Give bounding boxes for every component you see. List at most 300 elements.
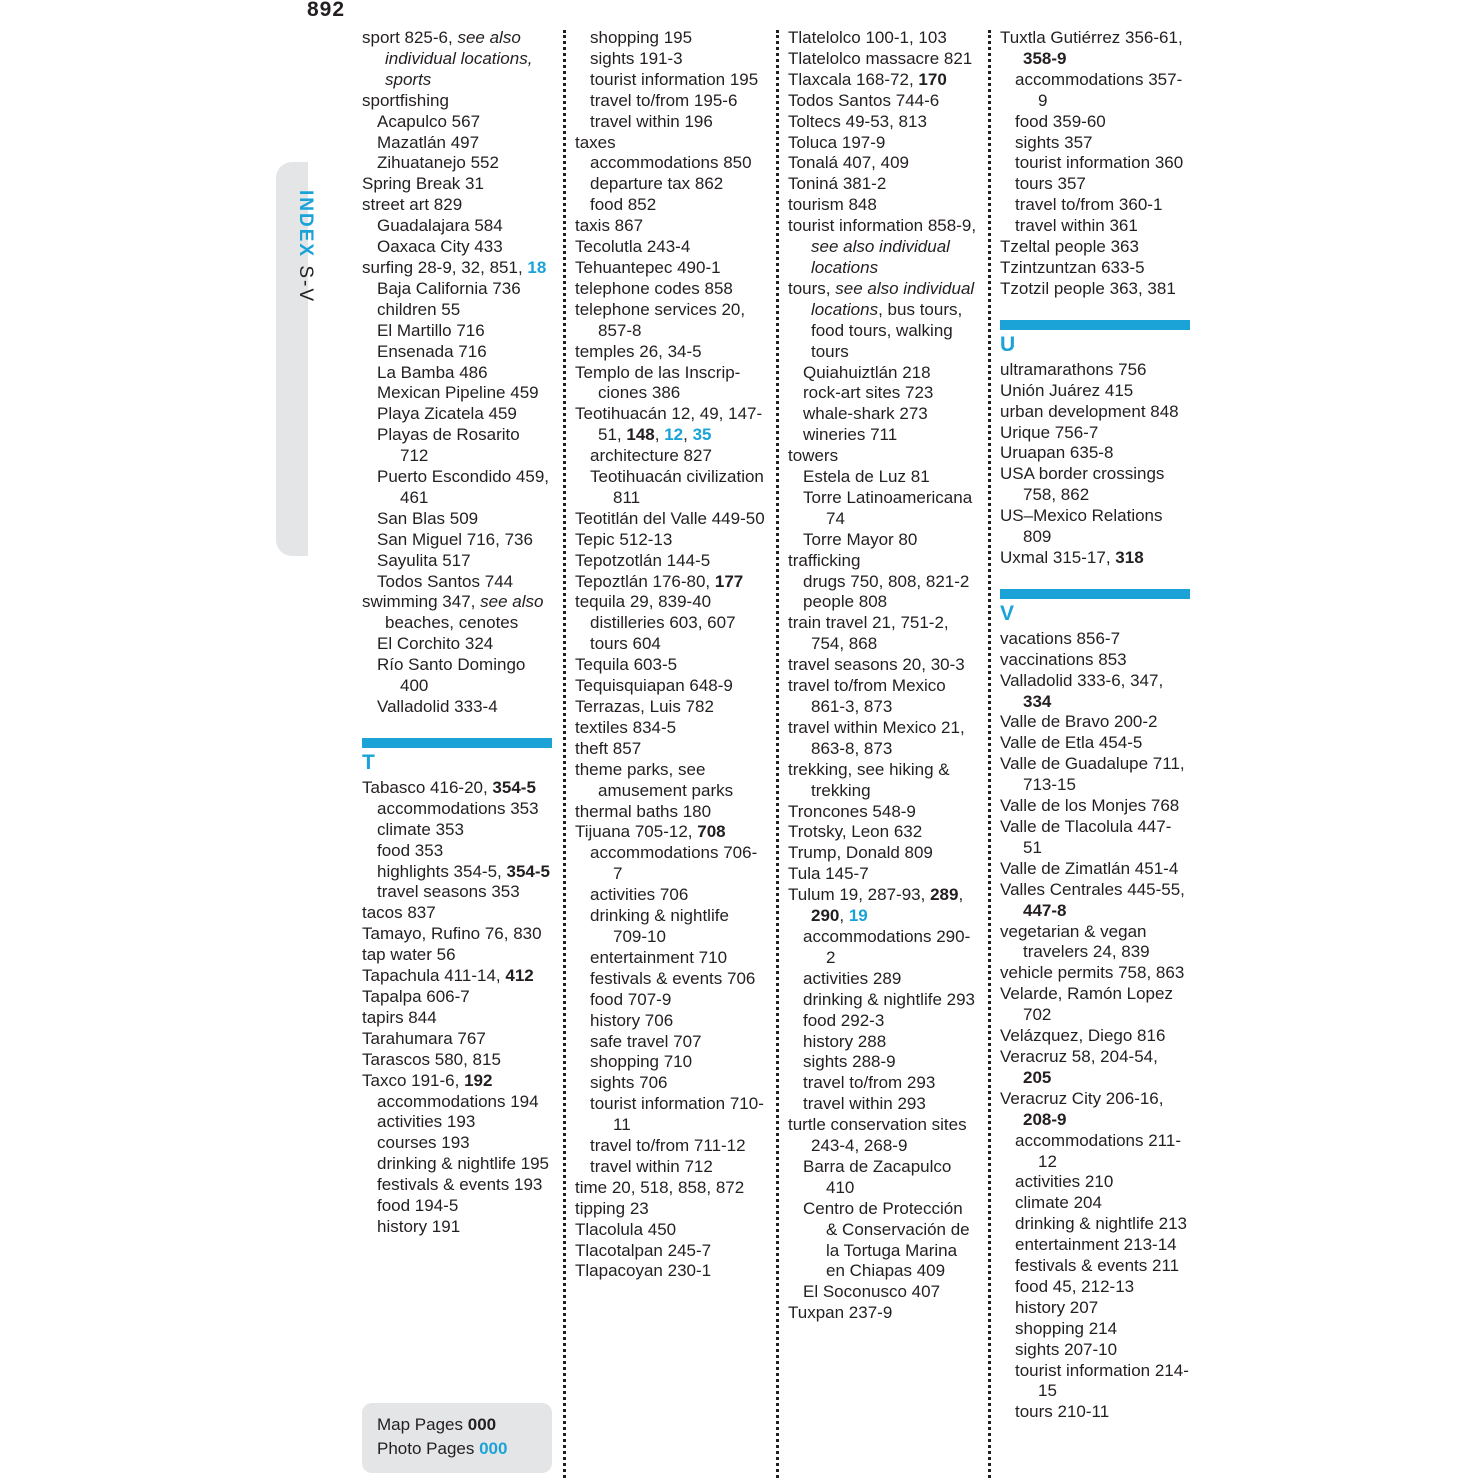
entry-text: trekking, see hiking & trekking bbox=[788, 759, 950, 800]
index-subentry bbox=[575, 28, 765, 49]
entry-text: tourist information 710-11 bbox=[590, 1094, 764, 1135]
index-subentry bbox=[362, 1112, 552, 1133]
index-subentry bbox=[575, 467, 765, 509]
entry-text: Río Santo Domingo 400 bbox=[377, 655, 526, 696]
entry-text: Valle de Etla 454-5 bbox=[1000, 733, 1143, 753]
index-subentry bbox=[788, 1073, 978, 1094]
photo-page-ref: 12 bbox=[664, 425, 684, 445]
photo-pages-legend bbox=[377, 1437, 552, 1461]
map-page-ref: 290 bbox=[811, 906, 840, 926]
index-entry bbox=[575, 1178, 765, 1199]
entry-text: travel within 196 bbox=[590, 111, 713, 131]
entry-text: Tequila 603-5 bbox=[575, 655, 678, 675]
index-subentry bbox=[1000, 195, 1190, 216]
index-subentry bbox=[362, 153, 552, 174]
entry-text: Valladolid 333-6, 347, bbox=[1000, 670, 1164, 690]
entry-text: rock-art sites 723 bbox=[803, 383, 934, 403]
index-entry bbox=[1000, 880, 1190, 922]
entry-text: USA border crossings 758, 862 bbox=[1000, 464, 1165, 505]
entry-text: tours 604 bbox=[590, 634, 661, 654]
entry-text: Tijuana 705-12, bbox=[575, 822, 698, 842]
index-entry bbox=[1000, 1089, 1190, 1131]
entry-text: Valle de Guadalupe 711, 713-15 bbox=[1000, 754, 1185, 795]
index-subentry bbox=[788, 1052, 978, 1073]
entry-text: food 292-3 bbox=[803, 1010, 885, 1030]
entry-text: temples 26, 34-5 bbox=[575, 341, 702, 361]
index-entry bbox=[575, 822, 765, 843]
index-subentry bbox=[788, 927, 978, 969]
index-entry bbox=[575, 655, 765, 676]
index-subentry bbox=[362, 1217, 552, 1238]
index-subentry bbox=[362, 634, 552, 655]
index-entry bbox=[1000, 650, 1190, 671]
entry-text: wineries 711 bbox=[803, 425, 898, 445]
entry-text: Ensenada 716 bbox=[377, 341, 487, 361]
index-subentry bbox=[362, 572, 552, 593]
entry-text: Teotihuacán civilization 811 bbox=[590, 467, 764, 507]
entry-text: Toniná 381-2 bbox=[788, 174, 887, 194]
index-entry bbox=[362, 592, 552, 634]
entry-text: activities 706 bbox=[590, 885, 689, 905]
entry-text: tipping 23 bbox=[575, 1198, 649, 1218]
entry-text: , bbox=[839, 906, 849, 926]
index-entry bbox=[788, 49, 978, 70]
entry-text: travel within 361 bbox=[1015, 216, 1138, 236]
index-subentry bbox=[362, 1154, 552, 1175]
index-entry bbox=[575, 258, 765, 279]
index-subentry bbox=[575, 843, 765, 885]
entry-text: Tlapacoyan 230-1 bbox=[575, 1261, 712, 1281]
index-entry bbox=[362, 1071, 552, 1092]
index-subentry bbox=[1000, 112, 1190, 133]
entry-text: San Miguel 716, 736 bbox=[377, 529, 533, 549]
entry-text: tours 357 bbox=[1015, 174, 1086, 194]
entry-text: Toluca 197-9 bbox=[788, 132, 886, 152]
entry-text: children 55 bbox=[377, 299, 461, 319]
index-subentry bbox=[1000, 1256, 1190, 1277]
entry-text: food 852 bbox=[590, 195, 657, 215]
index-subentry bbox=[362, 1196, 552, 1217]
entry-text: Tamayo, Rufino 76, 830 bbox=[362, 924, 542, 944]
entry-text: see also individual locations, sports bbox=[385, 28, 533, 89]
index-entry bbox=[575, 1199, 765, 1220]
index-subentry bbox=[362, 862, 552, 883]
index-entry bbox=[788, 822, 978, 843]
entry-text: activities 193 bbox=[377, 1112, 476, 1132]
index-column-1 bbox=[362, 28, 562, 1238]
entry-text: train travel 21, 751-2, 754, 868 bbox=[788, 613, 949, 654]
entry-text: trafficking bbox=[788, 550, 861, 570]
page-number: 892 bbox=[307, 0, 346, 21]
index-entry bbox=[362, 903, 552, 924]
entry-text: food 45, 212-13 bbox=[1015, 1276, 1135, 1296]
index-entry bbox=[1000, 984, 1190, 1026]
photo-page-ref: 19 bbox=[848, 906, 868, 926]
entry-text: Tzintzuntzan 633-5 bbox=[1000, 257, 1145, 277]
index-column-2 bbox=[575, 28, 775, 1282]
index-subentry bbox=[362, 342, 552, 363]
entry-text: Sayulita 517 bbox=[377, 550, 471, 570]
map-pages-value: 000 bbox=[467, 1415, 497, 1434]
map-page-ref: 447-8 bbox=[1023, 900, 1067, 920]
entry-text: tours 210-11 bbox=[1015, 1402, 1110, 1422]
entry-text: Tonalá 407, 409 bbox=[788, 153, 909, 173]
index-subentry bbox=[1000, 1319, 1190, 1340]
entry-text: Urique 756-7 bbox=[1000, 422, 1099, 442]
entry-text: distilleries 603, 607 bbox=[590, 613, 736, 633]
entry-text: Unión Juárez 415 bbox=[1000, 380, 1134, 400]
index-entry bbox=[788, 718, 978, 760]
index-subentry bbox=[1000, 1214, 1190, 1235]
index-entry bbox=[1000, 423, 1190, 444]
entry-text: time 20, 518, 858, 872 bbox=[575, 1177, 745, 1197]
entry-text: Baja California 736 bbox=[377, 278, 521, 298]
entry-text: Playa Zicatela 459 bbox=[377, 404, 517, 424]
index-subentry bbox=[575, 112, 765, 133]
index-subentry bbox=[1000, 153, 1190, 174]
entry-text: Zihuatanejo 552 bbox=[377, 153, 499, 173]
index-subentry bbox=[788, 488, 978, 530]
index-subentry bbox=[788, 1011, 978, 1032]
entry-text: towers bbox=[788, 446, 839, 466]
index-subentry bbox=[575, 446, 765, 467]
entry-text: accommodations 194 bbox=[377, 1091, 539, 1111]
index-subentry bbox=[1000, 1277, 1190, 1298]
entry-text: travel to/from 711-12 bbox=[590, 1136, 746, 1156]
index-entry bbox=[788, 1115, 978, 1157]
index-entry bbox=[1000, 237, 1190, 258]
entry-text: drinking & nightlife 293 bbox=[803, 989, 976, 1009]
entry-text: Tapachula 411-14, bbox=[362, 966, 506, 986]
entry-text: Valle de Tlacolula 447-51 bbox=[1000, 817, 1172, 857]
index-entry bbox=[788, 843, 978, 864]
index-entry bbox=[362, 987, 552, 1008]
index-subentry bbox=[1000, 1298, 1190, 1319]
index-subentry bbox=[575, 174, 765, 195]
entry-text: see also individual locations bbox=[811, 237, 950, 277]
entry-text: Velarde, Ramón Lopez 702 bbox=[1000, 984, 1173, 1025]
index-entry bbox=[788, 802, 978, 823]
index-subentry bbox=[1000, 1402, 1190, 1423]
map-page-ref: 354-5 bbox=[506, 861, 550, 881]
entry-text: , bbox=[958, 885, 964, 905]
entry-text: see also individual locations bbox=[811, 278, 975, 319]
entry-text: Estela de Luz 81 bbox=[803, 467, 930, 487]
entry-text: Tuxtla Gutiérrez 356-61, bbox=[1000, 28, 1183, 47]
entry-text: El Soconusco 407 bbox=[803, 1282, 941, 1302]
entry-text: , bbox=[654, 425, 665, 445]
index-subentry bbox=[362, 467, 552, 509]
entry-text: , bus tours, food tours, walking tours bbox=[811, 299, 963, 361]
index-subentry bbox=[788, 969, 978, 990]
index-subentry bbox=[788, 383, 978, 404]
entry-text: drinking & nightlife 709-10 bbox=[590, 906, 729, 946]
entry-text: Mazatlán 497 bbox=[377, 132, 480, 152]
index-entry bbox=[575, 530, 765, 551]
index-subentry bbox=[788, 425, 978, 446]
entry-text: tours, bbox=[788, 278, 836, 298]
index-entry bbox=[788, 28, 978, 49]
index-entry bbox=[362, 1029, 552, 1050]
entry-text: US–Mexico Relations 809 bbox=[1000, 506, 1163, 547]
index-entry bbox=[788, 195, 978, 216]
index-entry bbox=[788, 153, 978, 174]
index-entry bbox=[575, 1261, 765, 1282]
section-tab-label bbox=[294, 190, 316, 303]
index-subentry bbox=[362, 112, 552, 133]
entry-text: El Corchito 324 bbox=[377, 634, 494, 654]
entry-text: activities 210 bbox=[1015, 1172, 1114, 1192]
index-subentry bbox=[575, 990, 765, 1011]
index-entry bbox=[575, 572, 765, 593]
entry-text: Quiahuiztlán 218 bbox=[803, 362, 931, 382]
index-subentry bbox=[575, 91, 765, 112]
index-entry bbox=[1000, 963, 1190, 984]
index-subentry bbox=[362, 1175, 552, 1196]
index-subentry bbox=[362, 1092, 552, 1113]
index-entry bbox=[575, 551, 765, 572]
index-entry bbox=[1000, 629, 1190, 650]
photo-pages-label: Photo Pages bbox=[377, 1439, 475, 1458]
entry-text: taxis 867 bbox=[575, 216, 644, 236]
map-page-ref: 334 bbox=[1023, 691, 1052, 711]
index-entry bbox=[575, 279, 765, 300]
entry-text: see also bbox=[480, 592, 544, 612]
entry-text: Valle de los Monjes 768 bbox=[1000, 796, 1180, 816]
entry-text: Tehuantepec 490-1 bbox=[575, 257, 721, 277]
entry-text: sportfishing bbox=[362, 90, 449, 110]
entry-text: Troncones 548-9 bbox=[788, 801, 916, 821]
index-subentry bbox=[362, 882, 552, 903]
entry-text: Teotihuacán 12, 49, 147-51, bbox=[575, 404, 763, 445]
entry-text: vaccinations 853 bbox=[1000, 649, 1127, 669]
section-letter-heading: V bbox=[1000, 589, 1190, 625]
entry-text: accommodations 211-12 bbox=[1015, 1130, 1181, 1171]
index-subentry bbox=[788, 1199, 978, 1283]
index-subentry bbox=[362, 1133, 552, 1154]
section-letter-heading: U bbox=[1000, 320, 1190, 356]
index-entry bbox=[575, 718, 765, 739]
index-subentry bbox=[362, 216, 552, 237]
index-entry bbox=[788, 216, 978, 279]
index-subentry bbox=[362, 509, 552, 530]
entry-text: entertainment 213-14 bbox=[1015, 1235, 1177, 1255]
entry-text: drugs 750, 808, 821-2 bbox=[803, 571, 970, 591]
entry-text: tourism 848 bbox=[788, 195, 877, 215]
index-entry bbox=[788, 864, 978, 885]
entry-text: food 707-9 bbox=[590, 989, 672, 1009]
entry-text: activities 289 bbox=[803, 968, 902, 988]
entry-text: Tlatelolco massacre 821 bbox=[788, 48, 973, 68]
entry-text: Tepoztlán 176-80, bbox=[575, 571, 715, 591]
entry-text: Valle de Bravo 200-2 bbox=[1000, 712, 1158, 732]
index-entry bbox=[575, 1241, 765, 1262]
column-divider bbox=[776, 30, 779, 1478]
index-subentry bbox=[362, 425, 552, 467]
entry-text: Todos Santos 744-6 bbox=[788, 90, 940, 110]
entry-text: Tarahumara 767 bbox=[362, 1028, 486, 1048]
entry-text: travel within 293 bbox=[803, 1094, 926, 1114]
entry-text: drinking & nightlife 213 bbox=[1015, 1214, 1188, 1234]
entry-text: Toltecs 49-53, 813 bbox=[788, 111, 927, 131]
entry-text: tourist information 858-9, bbox=[788, 216, 977, 236]
entry-text: tourist information 195 bbox=[590, 69, 759, 89]
entry-text: tequila 29, 839-40 bbox=[575, 592, 712, 612]
index-entry bbox=[362, 1050, 552, 1071]
photo-pages-value: 000 bbox=[479, 1439, 508, 1458]
entry-text: textiles 834-5 bbox=[575, 717, 677, 737]
entry-text: theft 857 bbox=[575, 738, 642, 758]
entry-text: architecture 827 bbox=[590, 446, 712, 466]
entry-text: Centro de Protección & Conservación de la Tortuga Marina en Chiapas 409 bbox=[803, 1198, 970, 1281]
entry-text: travel within Mexico 21, 863-8, 873 bbox=[788, 717, 965, 758]
index-entry bbox=[788, 174, 978, 195]
index-entry bbox=[575, 697, 765, 718]
entry-text: La Bamba 486 bbox=[377, 362, 488, 382]
entry-text: Barra de Zacapulco 410 bbox=[803, 1156, 952, 1197]
entry-text: thermal baths 180 bbox=[575, 801, 712, 821]
entry-text: theme parks, see amusement parks bbox=[575, 759, 734, 800]
index-entry bbox=[788, 551, 978, 572]
entry-text: travel to/from 195-6 bbox=[590, 90, 738, 110]
entry-text: urban development 848 bbox=[1000, 401, 1179, 421]
index-subentry bbox=[1000, 174, 1190, 195]
index-entry bbox=[362, 91, 552, 112]
entry-text: Acapulco 567 bbox=[377, 111, 481, 131]
index-subentry bbox=[575, 948, 765, 969]
index-entry bbox=[575, 760, 765, 802]
index-entry bbox=[1000, 506, 1190, 548]
index-subentry bbox=[362, 237, 552, 258]
index-entry bbox=[788, 885, 978, 927]
entry-text: festivals & events 706 bbox=[590, 968, 756, 988]
entry-text: Tlacotalpan 245-7 bbox=[575, 1240, 712, 1260]
index-entry bbox=[1000, 733, 1190, 754]
entry-text: Templo de las Inscrip- ciones 386 bbox=[575, 362, 741, 403]
index-subentry bbox=[575, 49, 765, 70]
index-entry bbox=[362, 966, 552, 987]
entry-text: Puerto Escondido 459, 461 bbox=[377, 467, 550, 507]
index-subentry bbox=[362, 799, 552, 820]
index-subentry bbox=[362, 404, 552, 425]
index-entry bbox=[788, 1303, 978, 1324]
index-entry bbox=[788, 676, 978, 718]
entry-text: Velázquez, Diego 816 bbox=[1000, 1026, 1166, 1046]
entry-text: food 353 bbox=[377, 840, 444, 860]
entry-text: tap water 56 bbox=[362, 945, 456, 965]
entry-text: Tequisquiapan 648-9 bbox=[575, 676, 733, 696]
index-entry bbox=[362, 258, 552, 279]
entry-text: sights 288-9 bbox=[803, 1052, 896, 1072]
entry-text: festivals & events 211 bbox=[1015, 1256, 1180, 1276]
entry-text: accommodations 353 bbox=[377, 798, 539, 818]
index-entry bbox=[575, 1220, 765, 1241]
index-subentry bbox=[575, 1011, 765, 1032]
entry-text: shopping 195 bbox=[590, 28, 693, 47]
entry-text: El Martillo 716 bbox=[377, 320, 485, 340]
entry-text: telephone services 20, 857-8 bbox=[575, 299, 746, 340]
entry-text: accommodations 357-9 bbox=[1015, 69, 1183, 110]
index-entry bbox=[1000, 381, 1190, 402]
index-entry bbox=[1000, 360, 1190, 381]
entry-text: Tapalpa 606-7 bbox=[362, 986, 470, 1006]
index-entry bbox=[1000, 712, 1190, 733]
index-label: INDEX bbox=[295, 190, 316, 259]
index-entry bbox=[575, 739, 765, 760]
index-entry bbox=[788, 91, 978, 112]
index-subentry bbox=[362, 530, 552, 551]
entry-text: Guadalajara 584 bbox=[377, 216, 503, 236]
index-entry bbox=[1000, 1026, 1190, 1047]
map-pages-legend bbox=[377, 1413, 552, 1437]
index-subentry bbox=[788, 404, 978, 425]
entry-text: sights 191-3 bbox=[590, 48, 683, 68]
index-entry bbox=[788, 446, 978, 467]
index-entry bbox=[362, 945, 552, 966]
index-subentry bbox=[788, 592, 978, 613]
entry-text: Uxmal 315-17, bbox=[1000, 547, 1116, 567]
index-entry bbox=[1000, 671, 1190, 713]
entry-text: sights 207-10 bbox=[1015, 1339, 1118, 1359]
entry-text: Uruapan 635-8 bbox=[1000, 443, 1114, 463]
index-entry bbox=[362, 28, 552, 91]
index-entry bbox=[1000, 754, 1190, 796]
entry-text: travel seasons 353 bbox=[377, 882, 520, 902]
index-entry bbox=[788, 112, 978, 133]
entry-text: entertainment 710 bbox=[590, 947, 728, 967]
index-subentry bbox=[788, 1032, 978, 1053]
entry-text: San Blas 509 bbox=[377, 508, 479, 528]
entry-text: Playas de Rosarito 712 bbox=[377, 425, 520, 466]
index-column-3 bbox=[788, 28, 988, 1324]
map-page-ref: 318 bbox=[1115, 547, 1144, 567]
index-subentry bbox=[1000, 1193, 1190, 1214]
map-page-ref: 177 bbox=[714, 571, 744, 591]
index-subentry bbox=[362, 655, 552, 697]
map-page-ref: 192 bbox=[464, 1070, 493, 1090]
entry-text: history 207 bbox=[1015, 1297, 1099, 1317]
entry-text: Tlacolula 450 bbox=[575, 1219, 677, 1239]
index-subentry bbox=[362, 697, 552, 718]
index-subentry bbox=[575, 906, 765, 948]
index-entry bbox=[1000, 402, 1190, 423]
index-entry bbox=[1000, 796, 1190, 817]
entry-text: highlights 354-5, bbox=[377, 861, 507, 881]
entry-text: climate 353 bbox=[377, 819, 464, 839]
index-subentry bbox=[788, 572, 978, 593]
entry-text: Veracruz City 206-16, bbox=[1000, 1088, 1164, 1108]
entry-text: sport 825-6, bbox=[362, 28, 458, 47]
index-subentry bbox=[362, 321, 552, 342]
entry-text: food 359-60 bbox=[1015, 111, 1106, 131]
index-entry bbox=[575, 802, 765, 823]
entry-text: whale-shark 273 bbox=[803, 404, 928, 424]
index-entry bbox=[1000, 464, 1190, 506]
entry-text: Mexican Pipeline 459 bbox=[377, 383, 539, 403]
index-entry bbox=[1000, 548, 1190, 569]
entry-text: Tzotzil people 363, 381 bbox=[1000, 278, 1176, 298]
index-subentry bbox=[362, 551, 552, 572]
index-subentry bbox=[1000, 1361, 1190, 1403]
entry-text: Trotsky, Leon 632 bbox=[788, 822, 923, 842]
index-subentry bbox=[575, 1094, 765, 1136]
entry-text: accommodations 290-2 bbox=[803, 926, 971, 967]
entry-text: , bbox=[683, 425, 693, 445]
map-page-ref: 170 bbox=[918, 69, 947, 89]
entry-text: Taxco 191-6, bbox=[362, 1070, 465, 1090]
map-page-ref: 354-5 bbox=[492, 777, 536, 797]
entry-text: Torre Latinoamericana 74 bbox=[803, 487, 973, 528]
